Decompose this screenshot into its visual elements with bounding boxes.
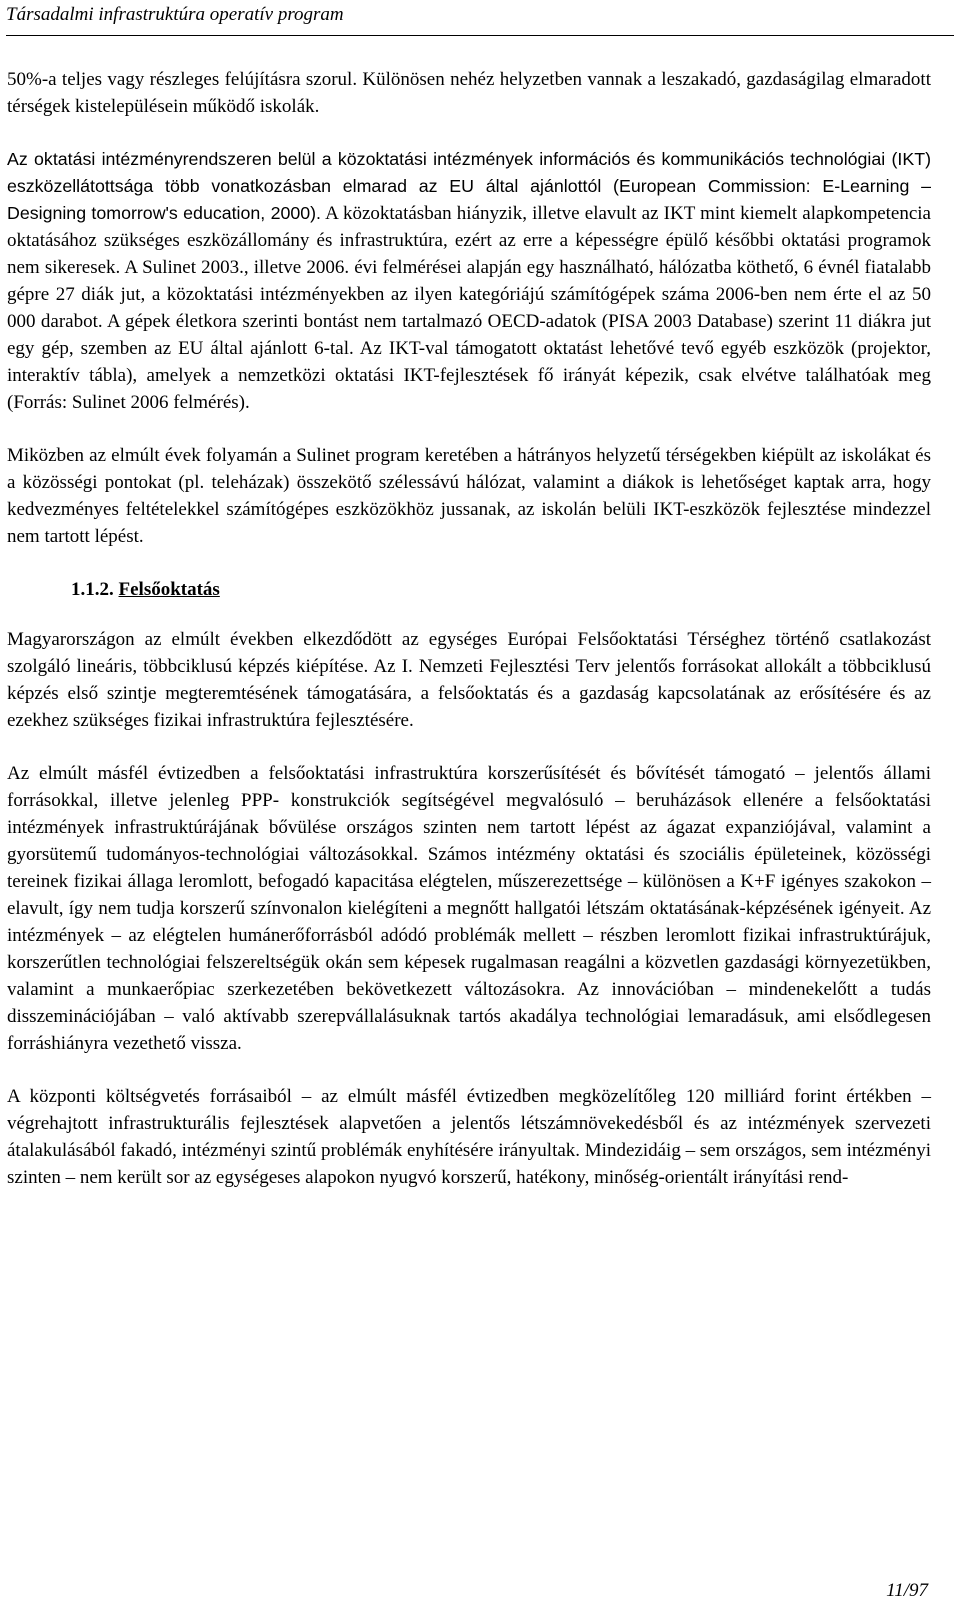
paragraph-5: Az elmúlt másfél évtizedben a felsőoktatási infrastruktúra korszerűsítését és bővítését támogató – jelentős állami forrásokkal, illetve jelenleg PPP- konstrukciók segítségével megvalósuló – beruházások ellenére a felsőoktatási intézmények infrastruktúrájának bővülése országos szinten nem tartott lépést az ágazat expanziójával, valamint a gyorsütemű tudományos-technológiai változásokkal. Számos intézmény oktatási és szociális épületeinek, közösségi tereinek fizikai állaga leromlott, befogadó kapacitása elégtelen, műszerezettsége – különösen a K+F igényes szakokon – elavult, így nem tudja korszerű színvonalon kielégíteni a megnőtt hallgatói létszám oktatásának-képzésének igényeit. Az intézmények – az elégtelen humánerőforrásból adódó problémák mellett – részben leromlott fizikai infrastruktúrájuk, korszerűtlen technológiai felszereltségük okán sem képesek rugalmasan reagálni a közvetlen gazdasági környezetükben, valamint a munkaerőpiac szerkezetében bekövetkezett változásokra. Az innovációban – mindenekelőtt a tudás disszeminációjában – való aktívabb szerepvállalásuknak tartós akadálya technológiai lemaradásuk, ami elsődlegesen forráshiányra vezethető vissza. <box>7 763 931 1054</box>
page-body <box>7 66 931 1217</box>
paragraph-2-sans-part: Az oktatási intézményrendszeren belül a közoktatási intézmények információs és kommunikációs technológiai (IKT) eszközellátottsága több vonatkozásban elmarad az EU által ajánlottól (European Commission: E-Learning – Designing tomorrow's education, 2000). <box>7 149 931 223</box>
running-header: Társadalmi infrastruktúra operatív program <box>6 4 344 25</box>
paragraph-2 <box>7 146 931 416</box>
paragraph-6: A központi költségvetés forrásaiból – az elmúlt másfél évtizedben megközelítőleg 120 milliárd forint értékben – végrehajtott infrastrukturális fejlesztések alapvetően a jelentős létszámnövekedésből és az intézmények szervezeti átalakulásából fakadó, intézményi szintű problémák enyhítésére irányultak. Mindezidáig – sem országos, sem intézményi szinten – nem került sor az egységeses alapokon nyugvó korszerű, hatékony, minőség-orientált irányítási rend- <box>7 1086 931 1188</box>
section-title: Felsőoktatás <box>118 579 220 600</box>
header-rule <box>6 35 954 36</box>
paragraph-2-serif-part: A közoktatásban hiányzik, illetve elavult az IKT mint kiemelt alapkompetencia oktatásához szükséges eszközállomány és infrastruktúra, ezért az erre a képességre épülő későbbi oktatási programok nem sikeresek. A Sulinet 2003., illetve 2006. évi felmérései alapján egy használható, hálózatba köthető, 6 évnél fiatalabb gépre 27 diák jut, a közoktatási intézményekben az ilyen kategóriájú számítógépek száma 2006-ben nem érte el az 50 000 darabot. A gépek életkora szerinti bontást nem tartalmazó OECD-adatok (PISA 2003 Database) szerint 11 diákra jut egy gép, szemben az EU által ajánlott 6-tal. Az IKT-val támogatott oktatást lehetővé tevő egyéb eszközök (projektor, interaktív tábla), amelyek a nemzetközi oktatási IKT-fejlesztések fő irányát képezik, csak elvétve találhatóak meg (Forrás: Sulinet 2006 felmérés). <box>7 203 931 413</box>
paragraph-1: 50%-a teljes vagy részleges felújításra szorul. Különösen nehéz helyzetben vannak a leszakadó, gazdaságilag elmaradott térségek kistelepülésein működő iskolák. <box>7 69 931 117</box>
section-heading <box>7 576 931 603</box>
paragraph-4: Magyarországon az elmúlt években elkezdődött az egységes Európai Felsőoktatási Térséghez történő csatlakozást szolgáló lineáris, többciklusú képzés kiépítése. Az I. Nemzeti Fejlesztési Terv jelentős forrásokat allokált a többciklusú képzés első szintje megteremtésének támogatására, a felsőoktatás és a gazdaság kapcsolatának az erősítésére és az ezekhez szükséges fizikai infrastruktúra fejlesztésére. <box>7 629 931 731</box>
paragraph-3: Miközben az elmúlt évek folyamán a Sulinet program keretében a hátrányos helyzetű térségekben kiépült az iskolákat és a közösségi pontokat (pl. teleházak) összekötő szélessávú hálózat, valamint a diákok is lehetőséget kaptak arra, hogy kedvezményes feltételekkel számítógépes eszközökhöz jussanak, az iskolán belüli IKT-eszközök fejlesztése mindezzel nem tartott lépést. <box>7 445 931 547</box>
page-number: 11/97 <box>886 1580 928 1601</box>
section-number: 1.1.2. <box>71 579 114 600</box>
